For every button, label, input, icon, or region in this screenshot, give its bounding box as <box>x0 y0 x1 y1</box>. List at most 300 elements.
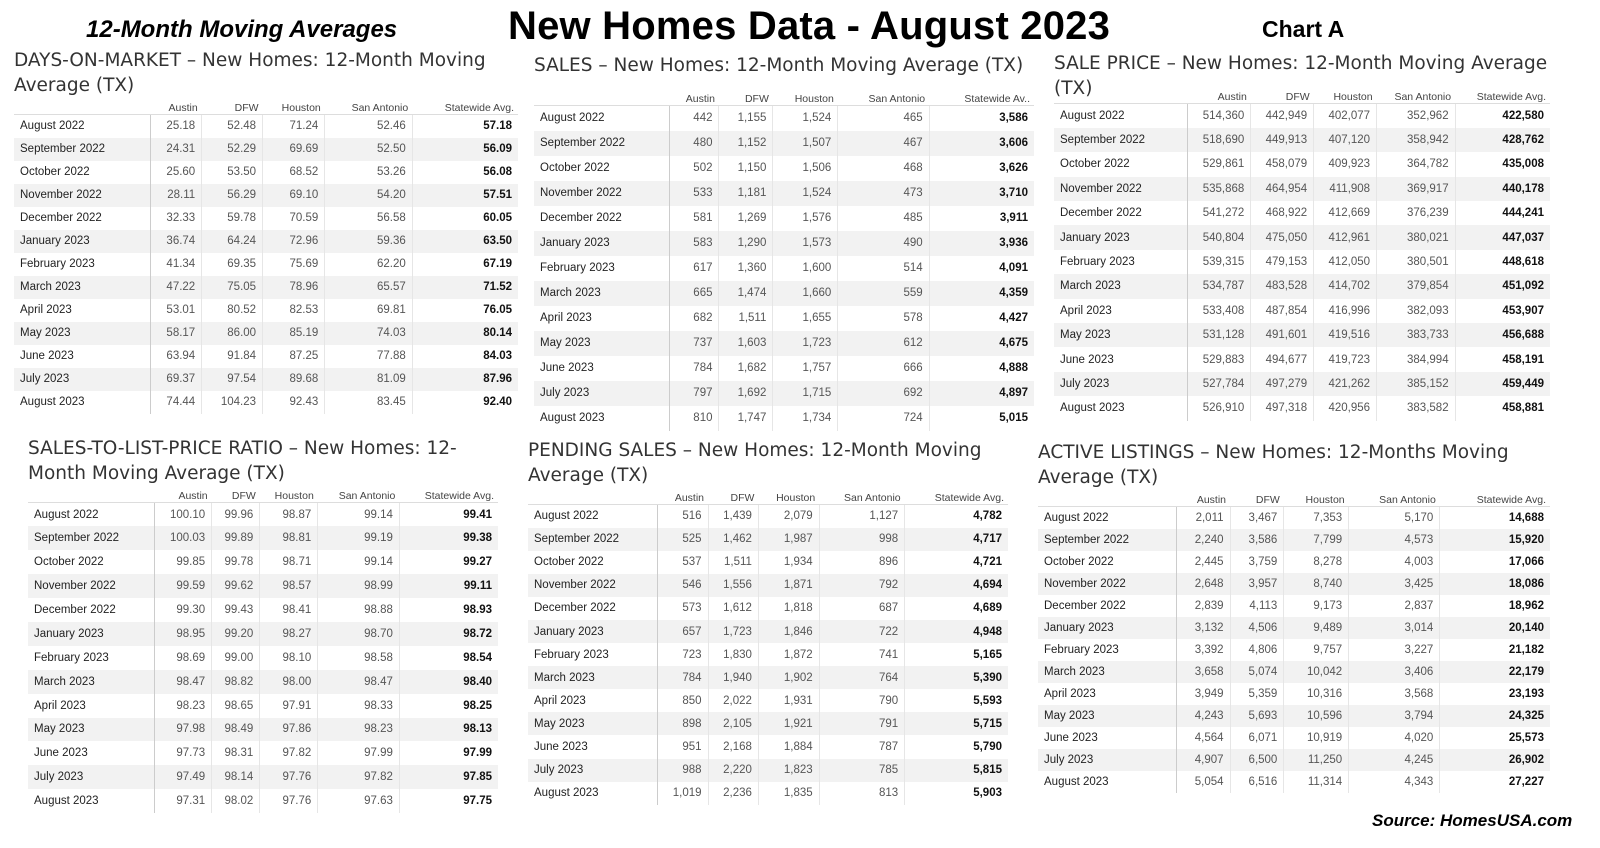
value-cell: 9,757 <box>1284 639 1349 661</box>
value-cell: 741 <box>819 643 904 666</box>
statewide-value-cell: 98.93 <box>399 598 498 622</box>
value-cell: 99.43 <box>212 598 260 622</box>
statewide-value-cell: 4,359 <box>929 281 1034 306</box>
table-row <box>534 181 1034 206</box>
value-cell: 98.95 <box>155 622 212 646</box>
value-cell: 3,227 <box>1349 639 1440 661</box>
table-row <box>28 741 498 765</box>
value-cell: 83.45 <box>325 391 412 414</box>
value-cell: 9,173 <box>1284 595 1349 617</box>
value-cell: 99.62 <box>212 574 260 598</box>
value-cell: 898 <box>658 712 708 735</box>
value-cell: 24.31 <box>150 138 202 161</box>
row-label: May 2023 <box>534 331 669 356</box>
corner-header <box>534 87 669 106</box>
value-cell: 98.23 <box>318 718 400 742</box>
row-label: April 2023 <box>534 306 669 331</box>
row-label: January 2023 <box>528 620 658 643</box>
value-cell: 458,079 <box>1251 152 1314 176</box>
column-header: San Antonio <box>1349 488 1440 507</box>
row-label: September 2022 <box>1038 529 1176 551</box>
panel-sales <box>534 53 1034 431</box>
statewide-value-cell: 4,717 <box>905 528 1008 551</box>
statewide-value-cell: 4,721 <box>905 551 1008 574</box>
table-row <box>14 276 518 299</box>
table-row <box>14 184 518 207</box>
table-row <box>528 643 1008 666</box>
value-cell: 99.19 <box>318 526 400 550</box>
row-label: November 2022 <box>14 184 150 207</box>
value-cell: 98.69 <box>155 646 212 670</box>
row-label: December 2022 <box>528 597 658 620</box>
table-row <box>534 131 1034 156</box>
value-cell: 65.57 <box>325 276 412 299</box>
statewide-value-cell: 98.54 <box>399 646 498 670</box>
value-cell: 86.00 <box>202 322 263 345</box>
value-cell: 4,506 <box>1230 617 1284 639</box>
row-label: July 2023 <box>534 381 669 406</box>
value-cell: 5,170 <box>1349 507 1440 529</box>
value-cell: 3,658 <box>1176 661 1230 683</box>
statewide-value-cell: 18,086 <box>1440 573 1550 595</box>
value-cell: 4,245 <box>1349 749 1440 771</box>
value-cell: 1,127 <box>819 505 904 528</box>
value-cell: 1,603 <box>719 331 773 356</box>
value-cell: 1,506 <box>773 156 838 181</box>
value-cell: 99.78 <box>212 550 260 574</box>
statewide-value-cell: 98.25 <box>399 694 498 718</box>
value-cell: 98.23 <box>155 694 212 718</box>
column-header: Houston <box>758 486 819 505</box>
value-cell: 72.96 <box>263 230 325 253</box>
row-label: October 2022 <box>1038 551 1176 573</box>
value-cell: 1,723 <box>773 331 838 356</box>
value-cell: 99.96 <box>212 503 260 527</box>
value-cell: 559 <box>838 281 929 306</box>
row-label: August 2022 <box>534 106 669 131</box>
row-label: December 2022 <box>14 207 150 230</box>
table-row <box>528 712 1008 735</box>
statewide-value-cell: 4,694 <box>905 574 1008 597</box>
row-label: June 2023 <box>534 356 669 381</box>
value-cell: 666 <box>838 356 929 381</box>
value-cell: 53.01 <box>150 299 202 322</box>
statewide-value-cell: 14,688 <box>1440 507 1550 529</box>
value-cell: 75.69 <box>263 253 325 276</box>
value-cell: 54.20 <box>325 184 412 207</box>
statewide-value-cell: 4,427 <box>929 306 1034 331</box>
table-row <box>528 505 1008 528</box>
row-label: February 2023 <box>1038 639 1176 661</box>
table-row <box>534 406 1034 431</box>
value-cell: 376,239 <box>1377 201 1456 225</box>
column-header: San Antonio <box>325 96 412 115</box>
value-cell: 546 <box>658 574 708 597</box>
table-row <box>1038 639 1550 661</box>
row-label: June 2023 <box>528 735 658 758</box>
value-cell: 2,445 <box>1176 551 1230 573</box>
panel-active-listings <box>1038 440 1550 793</box>
table-row <box>1054 128 1550 152</box>
table-row <box>1038 529 1550 551</box>
value-cell: 98.31 <box>212 741 260 765</box>
value-cell: 3,794 <box>1349 705 1440 727</box>
value-cell: 97.91 <box>260 694 318 718</box>
value-cell: 1,573 <box>773 231 838 256</box>
value-cell: 2,837 <box>1349 595 1440 617</box>
corner-header <box>1038 488 1176 507</box>
value-cell: 1,462 <box>708 528 758 551</box>
value-cell: 2,839 <box>1176 595 1230 617</box>
page-title: New Homes Data - August 2023 <box>508 4 1111 48</box>
table-row <box>14 230 518 253</box>
value-cell: 97.98 <box>155 718 212 742</box>
row-label: December 2022 <box>534 206 669 231</box>
column-header: DFW <box>719 87 773 106</box>
value-cell: 692 <box>838 381 929 406</box>
value-cell: 539,315 <box>1188 250 1251 274</box>
value-cell: 419,723 <box>1314 347 1377 371</box>
value-cell: 516 <box>658 505 708 528</box>
value-cell: 383,733 <box>1377 323 1456 347</box>
value-cell: 63.94 <box>150 345 202 368</box>
value-cell: 98.49 <box>212 718 260 742</box>
row-label: November 2022 <box>1038 573 1176 595</box>
value-cell: 485 <box>838 206 929 231</box>
row-label: May 2023 <box>528 712 658 735</box>
value-cell: 4,243 <box>1176 705 1230 727</box>
value-cell: 412,961 <box>1314 225 1377 249</box>
value-cell: 2,648 <box>1176 573 1230 595</box>
value-cell: 25.18 <box>150 115 202 138</box>
statewide-value-cell: 3,911 <box>929 206 1034 231</box>
column-header: Statewide Avg. <box>399 484 498 503</box>
row-label: November 2022 <box>28 574 155 598</box>
value-cell: 69.37 <box>150 368 202 391</box>
value-cell: 1,524 <box>773 181 838 206</box>
value-cell: 1,660 <box>773 281 838 306</box>
value-cell: 97.86 <box>260 718 318 742</box>
row-label: September 2022 <box>14 138 150 161</box>
row-label: August 2022 <box>528 505 658 528</box>
table-row <box>534 231 1034 256</box>
value-cell: 951 <box>658 735 708 758</box>
table-row <box>1038 727 1550 749</box>
value-cell: 4,564 <box>1176 727 1230 749</box>
value-cell: 6,516 <box>1230 771 1284 793</box>
value-cell: 69.10 <box>263 184 325 207</box>
value-cell: 8,740 <box>1284 573 1349 595</box>
row-label: March 2023 <box>534 281 669 306</box>
table-row <box>14 322 518 345</box>
value-cell: 573 <box>658 597 708 620</box>
table-row <box>534 106 1034 131</box>
value-cell: 11,314 <box>1284 771 1349 793</box>
statewide-value-cell: 18,962 <box>1440 595 1550 617</box>
statewide-value-cell: 3,936 <box>929 231 1034 256</box>
value-cell: 97.76 <box>260 765 318 789</box>
source-credit: Source: HomesUSA.com <box>1372 811 1573 830</box>
table-row <box>14 368 518 391</box>
panel-pending-sales <box>528 438 1008 805</box>
value-cell: 810 <box>669 406 719 431</box>
value-cell: 784 <box>658 666 708 689</box>
value-cell: 1,757 <box>773 356 838 381</box>
row-label: July 2023 <box>528 759 658 782</box>
row-label: September 2022 <box>28 526 155 550</box>
value-cell: 527,784 <box>1188 372 1251 396</box>
value-cell: 3,467 <box>1230 507 1284 529</box>
statewide-value-cell: 56.09 <box>412 138 518 161</box>
row-label: October 2022 <box>28 550 155 574</box>
value-cell: 77.88 <box>325 345 412 368</box>
value-cell: 3,586 <box>1230 529 1284 551</box>
statewide-value-cell: 99.41 <box>399 503 498 527</box>
column-header: DFW <box>202 96 263 115</box>
row-label: June 2023 <box>28 741 155 765</box>
value-cell: 1,846 <box>758 620 819 643</box>
value-cell: 56.29 <box>202 184 263 207</box>
value-cell: 514 <box>838 256 929 281</box>
row-label: March 2023 <box>528 666 658 689</box>
statewide-value-cell: 3,626 <box>929 156 1034 181</box>
table-row <box>1054 323 1550 347</box>
row-label: July 2023 <box>1054 372 1188 396</box>
row-label: February 2023 <box>28 646 155 670</box>
value-cell: 32.33 <box>150 207 202 230</box>
table-row <box>28 646 498 670</box>
value-cell: 1,747 <box>719 406 773 431</box>
value-cell: 80.52 <box>202 299 263 322</box>
table-row <box>1038 749 1550 771</box>
table-row <box>14 161 518 184</box>
value-cell: 69.35 <box>202 253 263 276</box>
statewide-value-cell: 5,903 <box>905 782 1008 805</box>
column-header: DFW <box>1230 488 1284 507</box>
column-header: DFW <box>1251 85 1314 104</box>
statewide-value-cell: 99.11 <box>399 574 498 598</box>
value-cell: 68.52 <box>263 161 325 184</box>
value-cell: 97.54 <box>202 368 263 391</box>
statewide-value-cell: 22,179 <box>1440 661 1550 683</box>
statewide-value-cell: 3,586 <box>929 106 1034 131</box>
row-label: August 2023 <box>1038 771 1176 793</box>
row-label: May 2023 <box>1038 705 1176 727</box>
value-cell: 1,576 <box>773 206 838 231</box>
table-row <box>528 620 1008 643</box>
value-cell: 6,071 <box>1230 727 1284 749</box>
value-cell: 414,702 <box>1314 274 1377 298</box>
statewide-value-cell: 5,165 <box>905 643 1008 666</box>
table-row <box>528 551 1008 574</box>
table-title: SALE PRICE – New Homes: 12-Month Moving Average (TX) <box>1054 53 1548 99</box>
row-label: January 2023 <box>28 622 155 646</box>
value-cell: 64.24 <box>202 230 263 253</box>
row-label: November 2022 <box>534 181 669 206</box>
data-table <box>14 96 518 414</box>
row-label: March 2023 <box>1038 661 1176 683</box>
value-cell: 36.74 <box>150 230 202 253</box>
value-cell: 529,861 <box>1188 152 1251 176</box>
statewide-value-cell: 5,715 <box>905 712 1008 735</box>
value-cell: 531,128 <box>1188 323 1251 347</box>
column-header: San Antonio <box>838 87 929 106</box>
value-cell: 535,868 <box>1188 177 1251 201</box>
table-row <box>534 306 1034 331</box>
statewide-value-cell: 422,580 <box>1455 104 1550 128</box>
value-cell: 6,500 <box>1230 749 1284 771</box>
row-label: October 2022 <box>534 156 669 181</box>
row-label: February 2023 <box>1054 250 1188 274</box>
row-label: February 2023 <box>534 256 669 281</box>
statewide-value-cell: 20,140 <box>1440 617 1550 639</box>
value-cell: 502 <box>669 156 719 181</box>
column-header: Houston <box>263 96 325 115</box>
table-row <box>1054 152 1550 176</box>
row-label: February 2023 <box>14 253 150 276</box>
value-cell: 98.71 <box>260 550 318 574</box>
value-cell: 1,940 <box>708 666 758 689</box>
value-cell: 4,003 <box>1349 551 1440 573</box>
value-cell: 497,318 <box>1251 396 1314 420</box>
value-cell: 526,910 <box>1188 396 1251 420</box>
value-cell: 99.85 <box>155 550 212 574</box>
value-cell: 98.33 <box>318 694 400 718</box>
value-cell: 722 <box>819 620 904 643</box>
value-cell: 4,806 <box>1230 639 1284 661</box>
row-label: June 2023 <box>1054 347 1188 371</box>
value-cell: 1,835 <box>758 782 819 805</box>
value-cell: 1,511 <box>708 551 758 574</box>
value-cell: 411,908 <box>1314 177 1377 201</box>
table-row <box>28 622 498 646</box>
value-cell: 1,934 <box>758 551 819 574</box>
value-cell: 97.76 <box>260 789 318 813</box>
statewide-value-cell: 71.52 <box>412 276 518 299</box>
row-label: August 2023 <box>528 782 658 805</box>
statewide-value-cell: 440,178 <box>1455 177 1550 201</box>
value-cell: 58.17 <box>150 322 202 345</box>
value-cell: 52.48 <box>202 115 263 138</box>
value-cell: 1,511 <box>719 306 773 331</box>
column-header: San Antonio <box>819 486 904 505</box>
value-cell: 383,582 <box>1377 396 1456 420</box>
value-cell: 533,408 <box>1188 299 1251 323</box>
value-cell: 10,316 <box>1284 683 1349 705</box>
table-row <box>528 735 1008 758</box>
row-label: August 2023 <box>28 789 155 813</box>
table-row <box>14 253 518 276</box>
value-cell: 541,272 <box>1188 201 1251 225</box>
row-label: September 2022 <box>534 131 669 156</box>
row-label: August 2022 <box>14 115 150 138</box>
corner-header <box>14 96 150 115</box>
row-label: August 2022 <box>28 503 155 527</box>
row-label: June 2023 <box>1038 727 1176 749</box>
column-header: Austin <box>1188 85 1251 104</box>
row-label: February 2023 <box>528 643 658 666</box>
value-cell: 99.30 <box>155 598 212 622</box>
table-row <box>1038 573 1550 595</box>
value-cell: 494,677 <box>1251 347 1314 371</box>
value-cell: 3,949 <box>1176 683 1230 705</box>
row-label: March 2023 <box>1054 274 1188 298</box>
value-cell: 583 <box>669 231 719 256</box>
row-label: March 2023 <box>14 276 150 299</box>
value-cell: 10,596 <box>1284 705 1349 727</box>
value-cell: 3,392 <box>1176 639 1230 661</box>
panel-sale-price <box>1054 51 1550 421</box>
value-cell: 487,854 <box>1251 299 1314 323</box>
value-cell: 98.47 <box>318 670 400 694</box>
table-row <box>1038 617 1550 639</box>
row-label: April 2023 <box>1038 683 1176 705</box>
table-row <box>28 503 498 527</box>
statewide-value-cell: 3,710 <box>929 181 1034 206</box>
data-table <box>534 87 1034 431</box>
data-table <box>528 486 1008 805</box>
statewide-value-cell: 456,688 <box>1455 323 1550 347</box>
value-cell: 28.11 <box>150 184 202 207</box>
statewide-value-cell: 57.18 <box>412 115 518 138</box>
data-table <box>28 484 498 813</box>
statewide-value-cell: 60.05 <box>412 207 518 230</box>
value-cell: 98.81 <box>260 526 318 550</box>
value-cell: 665 <box>669 281 719 306</box>
statewide-value-cell: 15,920 <box>1440 529 1550 551</box>
value-cell: 99.14 <box>318 503 400 527</box>
row-label: May 2023 <box>14 322 150 345</box>
value-cell: 2,011 <box>1176 507 1230 529</box>
value-cell: 791 <box>819 712 904 735</box>
row-label: November 2022 <box>528 574 658 597</box>
value-cell: 617 <box>669 256 719 281</box>
value-cell: 998 <box>819 528 904 551</box>
statewide-value-cell: 447,037 <box>1455 225 1550 249</box>
row-label: March 2023 <box>28 670 155 694</box>
value-cell: 98.41 <box>260 598 318 622</box>
value-cell: 364,782 <box>1377 152 1456 176</box>
value-cell: 98.58 <box>318 646 400 670</box>
statewide-value-cell: 5,593 <box>905 689 1008 712</box>
value-cell: 1,823 <box>758 759 819 782</box>
statewide-value-cell: 4,689 <box>905 597 1008 620</box>
statewide-value-cell: 97.75 <box>399 789 498 813</box>
table-row <box>528 689 1008 712</box>
value-cell: 468 <box>838 156 929 181</box>
table-row <box>528 574 1008 597</box>
statewide-value-cell: 435,008 <box>1455 152 1550 176</box>
value-cell: 98.14 <box>212 765 260 789</box>
value-cell: 1,152 <box>719 131 773 156</box>
table-row <box>28 526 498 550</box>
column-header: Austin <box>1176 488 1230 507</box>
statewide-value-cell: 3,606 <box>929 131 1034 156</box>
value-cell: 473 <box>838 181 929 206</box>
panel-sales-to-list-ratio <box>28 436 498 813</box>
value-cell: 7,353 <box>1284 507 1349 529</box>
statewide-value-cell: 5,015 <box>929 406 1034 431</box>
table-title: SALES-TO-LIST-PRICE RATIO – New Homes: 12-Month Moving Average (TX) <box>28 438 457 484</box>
column-header: DFW <box>212 484 260 503</box>
value-cell: 87.25 <box>263 345 325 368</box>
value-cell: 490 <box>838 231 929 256</box>
value-cell: 10,042 <box>1284 661 1349 683</box>
statewide-value-cell: 27,227 <box>1440 771 1550 793</box>
value-cell: 1,871 <box>758 574 819 597</box>
value-cell: 1,692 <box>719 381 773 406</box>
value-cell: 1,507 <box>773 131 838 156</box>
